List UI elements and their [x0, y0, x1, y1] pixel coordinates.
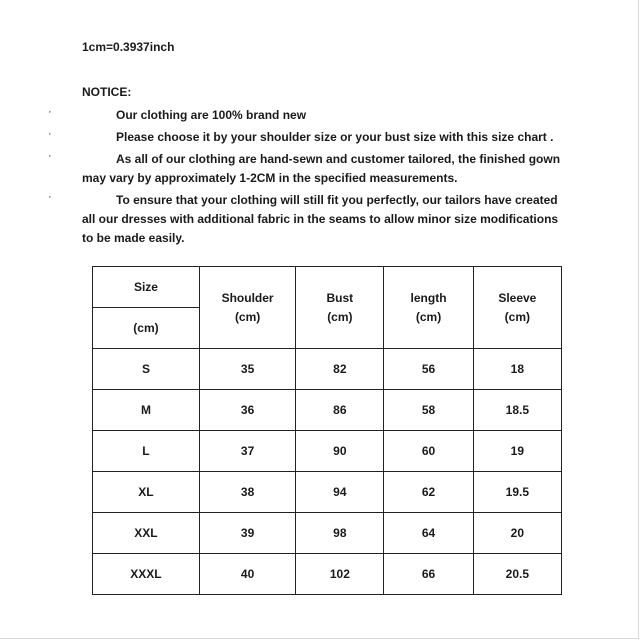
notice-item-text: To ensure that your clothing will still fit you perfectly, our tailors have created all our dresses with additional fabric in the seams to allow minor size modifications to be made easily. [82, 193, 559, 245]
notice-item [48, 128, 572, 147]
cell-length: 60 [384, 431, 473, 472]
cell-size: L [93, 431, 200, 472]
cell-bust: 98 [296, 513, 384, 554]
cell-size: S [93, 349, 200, 390]
cell-shoulder: 38 [199, 472, 295, 513]
table-row [93, 554, 562, 595]
cell-size: XXL [93, 513, 200, 554]
cell-sleeve: 19 [473, 431, 561, 472]
bullet-dot: · [48, 106, 52, 118]
cell-shoulder: 37 [199, 431, 295, 472]
table-row [93, 390, 562, 431]
header-sleeve [473, 267, 561, 349]
cell-sleeve: 18.5 [473, 390, 561, 431]
table-row [93, 513, 562, 554]
cell-length: 62 [384, 472, 473, 513]
cell-sleeve: 20 [473, 513, 561, 554]
cell-bust: 102 [296, 554, 384, 595]
size-chart-table [92, 266, 562, 595]
notice-item-text: Our clothing are 100% brand new [116, 108, 307, 122]
header-shoulder-label: Shoulder [221, 290, 274, 305]
header-length-label: length [410, 290, 447, 305]
notice-item [48, 191, 572, 248]
cell-length: 66 [384, 554, 473, 595]
notice-item-text: Please choose it by your shoulder size or your bust size with this size chart . [116, 130, 554, 144]
cell-size: XXXL [93, 554, 200, 595]
notice-list [48, 106, 572, 251]
cell-size: M [93, 390, 200, 431]
cell-shoulder: 36 [199, 390, 295, 431]
header-size: Size [93, 267, 200, 308]
header-shoulder-unit: (cm) [234, 309, 261, 324]
header-length [384, 267, 473, 349]
header-shoulder [199, 267, 295, 349]
bullet-dot: · [48, 128, 52, 140]
header-length-unit: (cm) [415, 309, 442, 324]
notice-title: NOTICE: [82, 85, 132, 99]
cell-shoulder: 40 [199, 554, 295, 595]
table-row [93, 431, 562, 472]
notice-item [48, 150, 572, 188]
header-bust-unit: (cm) [327, 309, 353, 324]
table-row [93, 349, 562, 390]
header-sleeve-label: Sleeve [498, 290, 537, 305]
header-sleeve-unit: (cm) [504, 309, 530, 324]
cell-sleeve: 19.5 [473, 472, 561, 513]
cell-sleeve: 18 [473, 349, 561, 390]
cell-shoulder: 35 [199, 349, 295, 390]
header-size-unit: (cm) [93, 308, 200, 349]
notice-item [48, 106, 572, 125]
cell-length: 64 [384, 513, 473, 554]
cell-length: 56 [384, 349, 473, 390]
header-bust-label: Bust [326, 290, 354, 305]
cell-bust: 94 [296, 472, 384, 513]
header-bust [296, 267, 384, 349]
table-header-row [93, 267, 562, 308]
cell-sleeve: 20.5 [473, 554, 561, 595]
bullet-dot: · [48, 150, 52, 162]
cell-bust: 86 [296, 390, 384, 431]
cell-bust: 82 [296, 349, 384, 390]
bullet-dot: · [48, 191, 52, 203]
cell-shoulder: 39 [199, 513, 295, 554]
table-row [93, 472, 562, 513]
unit-conversion-note: 1cm=0.3937inch [82, 40, 175, 54]
cell-bust: 90 [296, 431, 384, 472]
cell-size: XL [93, 472, 200, 513]
cell-length: 58 [384, 390, 473, 431]
notice-item-text: As all of our clothing are hand-sewn and customer tailored, the finished gown may vary by approximately 1-2CM in the specified measurements. [82, 152, 561, 185]
